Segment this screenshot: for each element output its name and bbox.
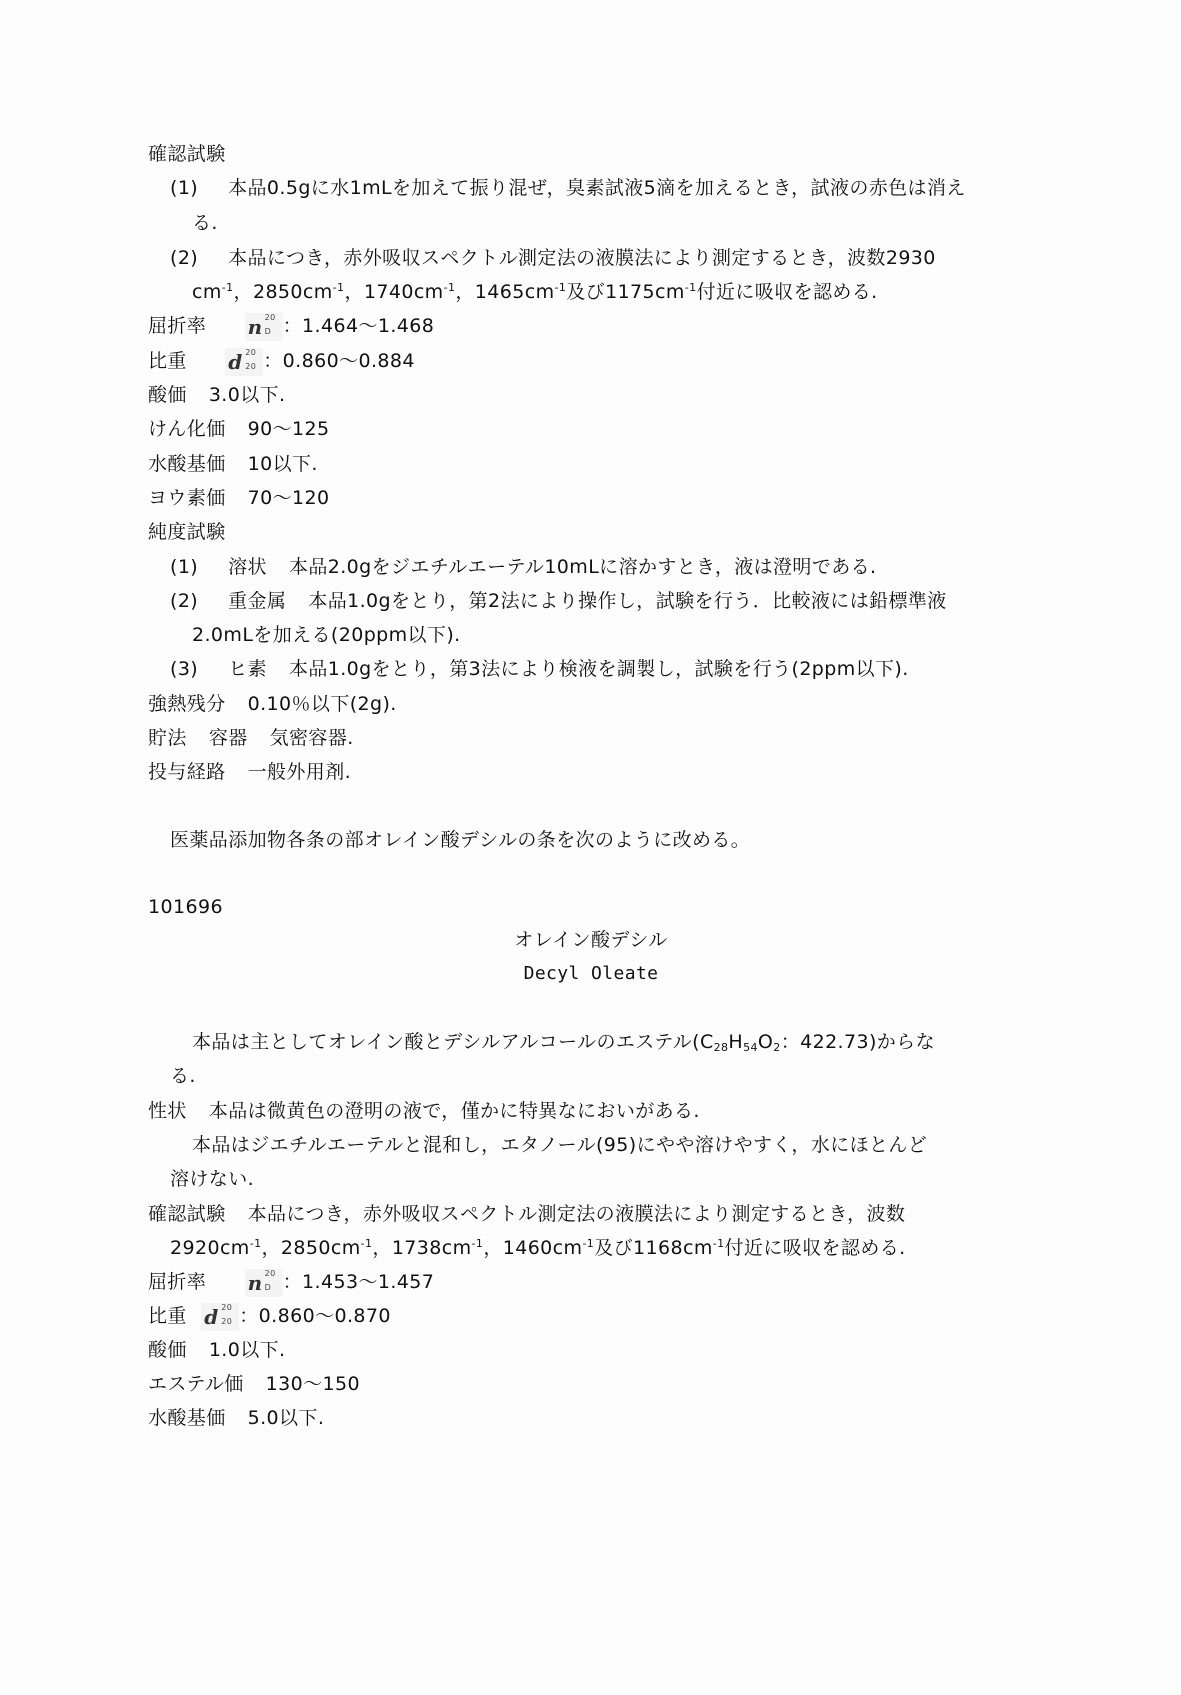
residue-on-ignition-row xyxy=(148,686,397,722)
symbol-main: d xyxy=(228,349,243,374)
item-text: 本品1.0gをとり，第2法により操作し，試験を行う．比較液には鉛標準液 xyxy=(308,590,947,612)
spec-label: 強熱残分 xyxy=(148,693,226,715)
separator: ， xyxy=(344,281,364,303)
description-row xyxy=(148,1093,700,1129)
spec-value: ：1.464～1.468 xyxy=(282,315,435,337)
spec-label: 性状 xyxy=(148,1100,187,1122)
spec-value: ：1.453～1.457 xyxy=(282,1271,435,1293)
wavenumber: 1168cm xyxy=(633,1237,713,1259)
unit-exponent: -1 xyxy=(332,281,345,294)
acid-value-row-2 xyxy=(148,1332,285,1368)
symbol-sup: 20 xyxy=(221,1302,233,1312)
item-number: (1) xyxy=(170,177,199,199)
symbol-main: n xyxy=(247,1270,263,1295)
acid-value-row xyxy=(148,377,285,413)
spec-value: 90～125 xyxy=(247,418,330,440)
item-number: (2) xyxy=(170,590,199,612)
wavenumber: 2920cm xyxy=(170,1237,250,1259)
hydroxyl-value-row xyxy=(148,446,318,482)
hydroxyl-value-row-2 xyxy=(148,1400,324,1436)
formula-element: O xyxy=(757,1031,774,1053)
spec-value: 1.0以下. xyxy=(208,1339,286,1361)
item-number: (3) xyxy=(170,658,199,680)
item-text: る. xyxy=(192,212,218,234)
purity-item-1 xyxy=(170,549,876,585)
spec-value: 130～150 xyxy=(265,1373,361,1395)
spec-value: ：0.860～0.884 xyxy=(263,350,415,372)
intro-line-1 xyxy=(192,1024,935,1060)
wavenumber: 1460cm xyxy=(502,1237,583,1259)
wavenumber: 1465cm xyxy=(474,281,555,303)
route-row xyxy=(148,754,351,790)
monograph-code xyxy=(148,889,223,925)
symbol-sup: 20 xyxy=(264,1268,276,1278)
unit-exponent: -1 xyxy=(443,281,456,294)
spec-label: エステル価 xyxy=(148,1373,244,1395)
formula-element: H xyxy=(728,1031,744,1053)
item-text: 本品1.0gをとり，第3法により検液を調製し，試験を行う(2ppm以下). xyxy=(288,658,909,680)
spec-label: 投与経路 xyxy=(148,761,226,783)
identification-item-2-wavenumbers xyxy=(192,274,878,310)
symbol-sub: 20 xyxy=(245,361,257,371)
item-text-tail: 付近に吸収を認める. xyxy=(696,281,878,303)
separator: ， xyxy=(455,281,475,303)
unit-exponent: -1 xyxy=(471,1237,484,1250)
spec-value: 5.0以下. xyxy=(247,1407,325,1429)
unit-exponent: -1 xyxy=(712,1237,725,1250)
spec-label: 比重 xyxy=(148,350,187,372)
purity-item-2-cont xyxy=(192,617,461,653)
spec-label: ヨウ素価 xyxy=(148,487,226,509)
separator: ， xyxy=(372,1237,392,1259)
conjunction: 及び xyxy=(566,281,606,303)
ester-value-row xyxy=(148,1366,360,1402)
item-title: 重金属 xyxy=(228,590,287,612)
identification-row xyxy=(148,1196,905,1232)
saponification-value-row xyxy=(148,411,329,447)
refractive-index-symbol xyxy=(245,313,283,341)
wavenumber: 1738cm xyxy=(391,1237,472,1259)
spec-label: 比重 xyxy=(148,1305,187,1327)
specific-gravity-symbol xyxy=(225,348,263,376)
intro-line-2 xyxy=(170,1058,196,1094)
iodine-value-row xyxy=(148,480,329,516)
identification-item-1-cont xyxy=(192,205,218,241)
identification-wavenumbers xyxy=(170,1230,906,1266)
heading-text: 確認試験 xyxy=(148,143,226,165)
intro-text: 本品は主としてオレイン酸とデシルアルコールのエステル(C xyxy=(192,1031,714,1053)
spec-label: 屈折率 xyxy=(148,315,207,337)
storage-row xyxy=(148,720,354,756)
spec-sublabel: 容器 xyxy=(208,727,248,749)
amendment-note xyxy=(170,822,750,858)
spec-value: 0.10％以下(2g). xyxy=(247,693,397,715)
spec-value: 気密容器. xyxy=(269,727,354,749)
symbol-main: d xyxy=(204,1304,219,1329)
wavenumber: cm xyxy=(192,281,222,303)
conjunction: 及び xyxy=(594,1237,634,1259)
spec-value: 70～120 xyxy=(247,487,330,509)
monograph-title-en xyxy=(148,956,1034,992)
spec-label: 屈折率 xyxy=(148,1271,207,1293)
refractive-index-symbol xyxy=(245,1269,283,1297)
unit-exponent: -1 xyxy=(360,1237,373,1250)
separator: ， xyxy=(261,1237,281,1259)
symbol-sub: 20 xyxy=(221,1316,233,1326)
item-title: 溶状 xyxy=(228,556,267,578)
separator: ， xyxy=(483,1237,503,1259)
unit-exponent: -1 xyxy=(554,281,567,294)
item-text-tail: 付近に吸収を認める. xyxy=(724,1237,906,1259)
formula-subscript: 28 xyxy=(713,1041,729,1054)
purity-item-2 xyxy=(170,583,947,619)
description-solubility-line-1 xyxy=(192,1127,927,1163)
spec-value: ：0.860～0.870 xyxy=(239,1305,391,1327)
identification-heading xyxy=(148,136,226,172)
intro-text: る. xyxy=(170,1065,196,1087)
wavenumber: 1740cm xyxy=(363,281,444,303)
identification-item-2 xyxy=(170,240,936,276)
unit-exponent: -1 xyxy=(249,1237,262,1250)
spec-value: 溶けない. xyxy=(170,1168,255,1190)
unit-exponent: -1 xyxy=(221,281,234,294)
spec-value: 10以下. xyxy=(247,453,318,475)
title-ja-text: オレイン酸デシル xyxy=(514,929,668,951)
item-text: 2.0mLを加える(20ppm以下). xyxy=(192,624,461,646)
symbol-sup: 20 xyxy=(264,312,276,322)
item-text: 本品0.5gに水1mLを加えて振り混ぜ，臭素試液5滴を加えるとき，試液の赤色は消え xyxy=(228,177,966,199)
wavenumber: 2850cm xyxy=(252,281,333,303)
item-number: (1) xyxy=(170,556,199,578)
spec-label: 水酸基価 xyxy=(148,1407,226,1429)
separator: ， xyxy=(233,281,253,303)
spec-label: 確認試験 xyxy=(148,1203,226,1225)
code-text: 101696 xyxy=(148,896,223,918)
unit-exponent: -1 xyxy=(684,281,697,294)
specific-gravity-symbol xyxy=(201,1303,239,1331)
heading-text: 純度試験 xyxy=(148,521,226,543)
spec-label: 貯法 xyxy=(148,727,187,749)
symbol-sub: D xyxy=(264,1282,272,1292)
spec-value: 3.0以下. xyxy=(208,384,286,406)
spec-value: 本品は微黄色の澄明の液で，僅かに特異なにおいがある. xyxy=(208,1100,700,1122)
spec-value: 一般外用剤. xyxy=(247,761,352,783)
symbol-sub: D xyxy=(264,326,272,336)
refractive-index-row xyxy=(148,308,434,344)
wavenumber: 1175cm xyxy=(605,281,685,303)
item-text: 本品につき，赤外吸収スペクトル測定法の液膜法により測定するとき，波数2930 xyxy=(228,247,936,269)
purity-item-3 xyxy=(170,651,909,687)
unit-exponent: -1 xyxy=(582,1237,595,1250)
symbol-sup: 20 xyxy=(245,347,257,357)
title-en-text: Decyl Oleate xyxy=(523,963,659,984)
monograph-title-ja xyxy=(148,922,1034,958)
formula-subscript: 54 xyxy=(743,1041,758,1054)
item-title: ヒ素 xyxy=(228,658,267,680)
spec-label: 水酸基価 xyxy=(148,453,226,475)
specific-gravity-row-2 xyxy=(148,1298,391,1334)
refractive-index-row-2 xyxy=(148,1264,434,1300)
item-text: 本品2.0gをジエチルエーテル10mLに溶かすとき，液は澄明である. xyxy=(288,556,877,578)
spec-label: けん化価 xyxy=(148,418,226,440)
spec-label: 酸価 xyxy=(148,384,187,406)
intro-text: ：422.73)からな xyxy=(780,1031,935,1053)
description-solubility-line-2 xyxy=(170,1161,254,1197)
spec-value: 本品はジエチルエーテルと混和し，エタノール(95)にやや溶けやすく，水にほとんど xyxy=(192,1134,928,1156)
symbol-main: n xyxy=(247,314,263,339)
wavenumber: 2850cm xyxy=(280,1237,361,1259)
purity-heading xyxy=(148,514,226,550)
spec-value: 本品につき，赤外吸収スペクトル測定法の液膜法により測定するとき，波数 xyxy=(247,1203,906,1225)
spec-label: 酸価 xyxy=(148,1339,187,1361)
amendment-text: 医薬品添加物各条の部オレイン酸デシルの条を次のように改める。 xyxy=(170,829,751,851)
item-number: (2) xyxy=(170,247,199,269)
formula-subscript: 2 xyxy=(773,1041,781,1054)
identification-item-1 xyxy=(170,170,966,206)
specific-gravity-row xyxy=(148,343,415,379)
